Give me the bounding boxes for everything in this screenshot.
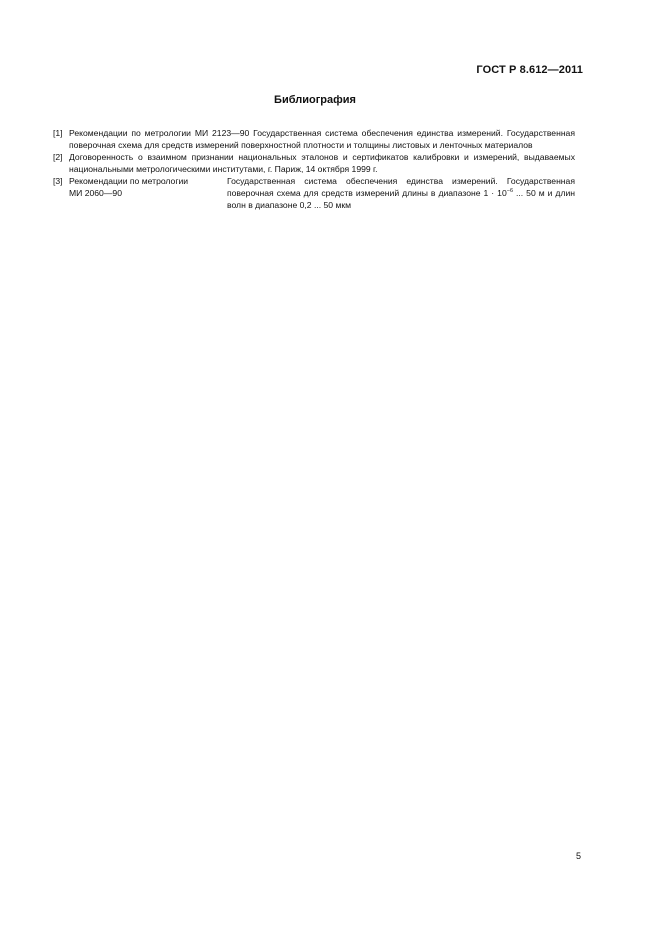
entry-source-code: МИ 2060—90	[69, 187, 122, 198]
entry-description-text-end: ... 50 м и длин волн в диапазоне 0,2 ... 50 мкм	[227, 187, 576, 210]
entry-number: [1]	[53, 128, 63, 138]
bibliography-entry	[53, 176, 575, 211]
bibliography-entry	[53, 128, 575, 151]
entry-description	[227, 176, 575, 211]
entry-text: Рекомендации по метрологии МИ 2123—90 Государственная система обеспечения единства измерений. Государственная поверочная схема для средств измерений поверхностной плотности и толщины листовых и ленточных материалов	[69, 128, 575, 150]
entry-body	[69, 176, 575, 211]
bibliography-entry	[53, 152, 575, 175]
standard-id-header: ГОСТ Р 8.612—2011	[476, 64, 583, 76]
section-title: Библиография	[274, 94, 356, 106]
entry-source	[69, 176, 227, 211]
entry-number: [2]	[53, 152, 63, 163]
entry-description-text: Государственная система обеспечения единства измерений. Государственная поверочная схема для средств измерений длины в диапазоне 1 · 10	[227, 176, 575, 198]
bibliography-list	[53, 128, 575, 212]
entry-text: Договоренность о взаимном признании национальных эталонов и сертификатов калибровки и измерений, выдаваемых национальными метрологическими институтами, г. Париж, 14 октября 1999 г.	[69, 152, 575, 174]
exponent: −6	[506, 188, 514, 195]
entry-source-line: Рекомендации по метрологии	[69, 176, 189, 187]
entry-number: [3]	[53, 176, 63, 187]
page-number: 5	[575, 851, 581, 861]
